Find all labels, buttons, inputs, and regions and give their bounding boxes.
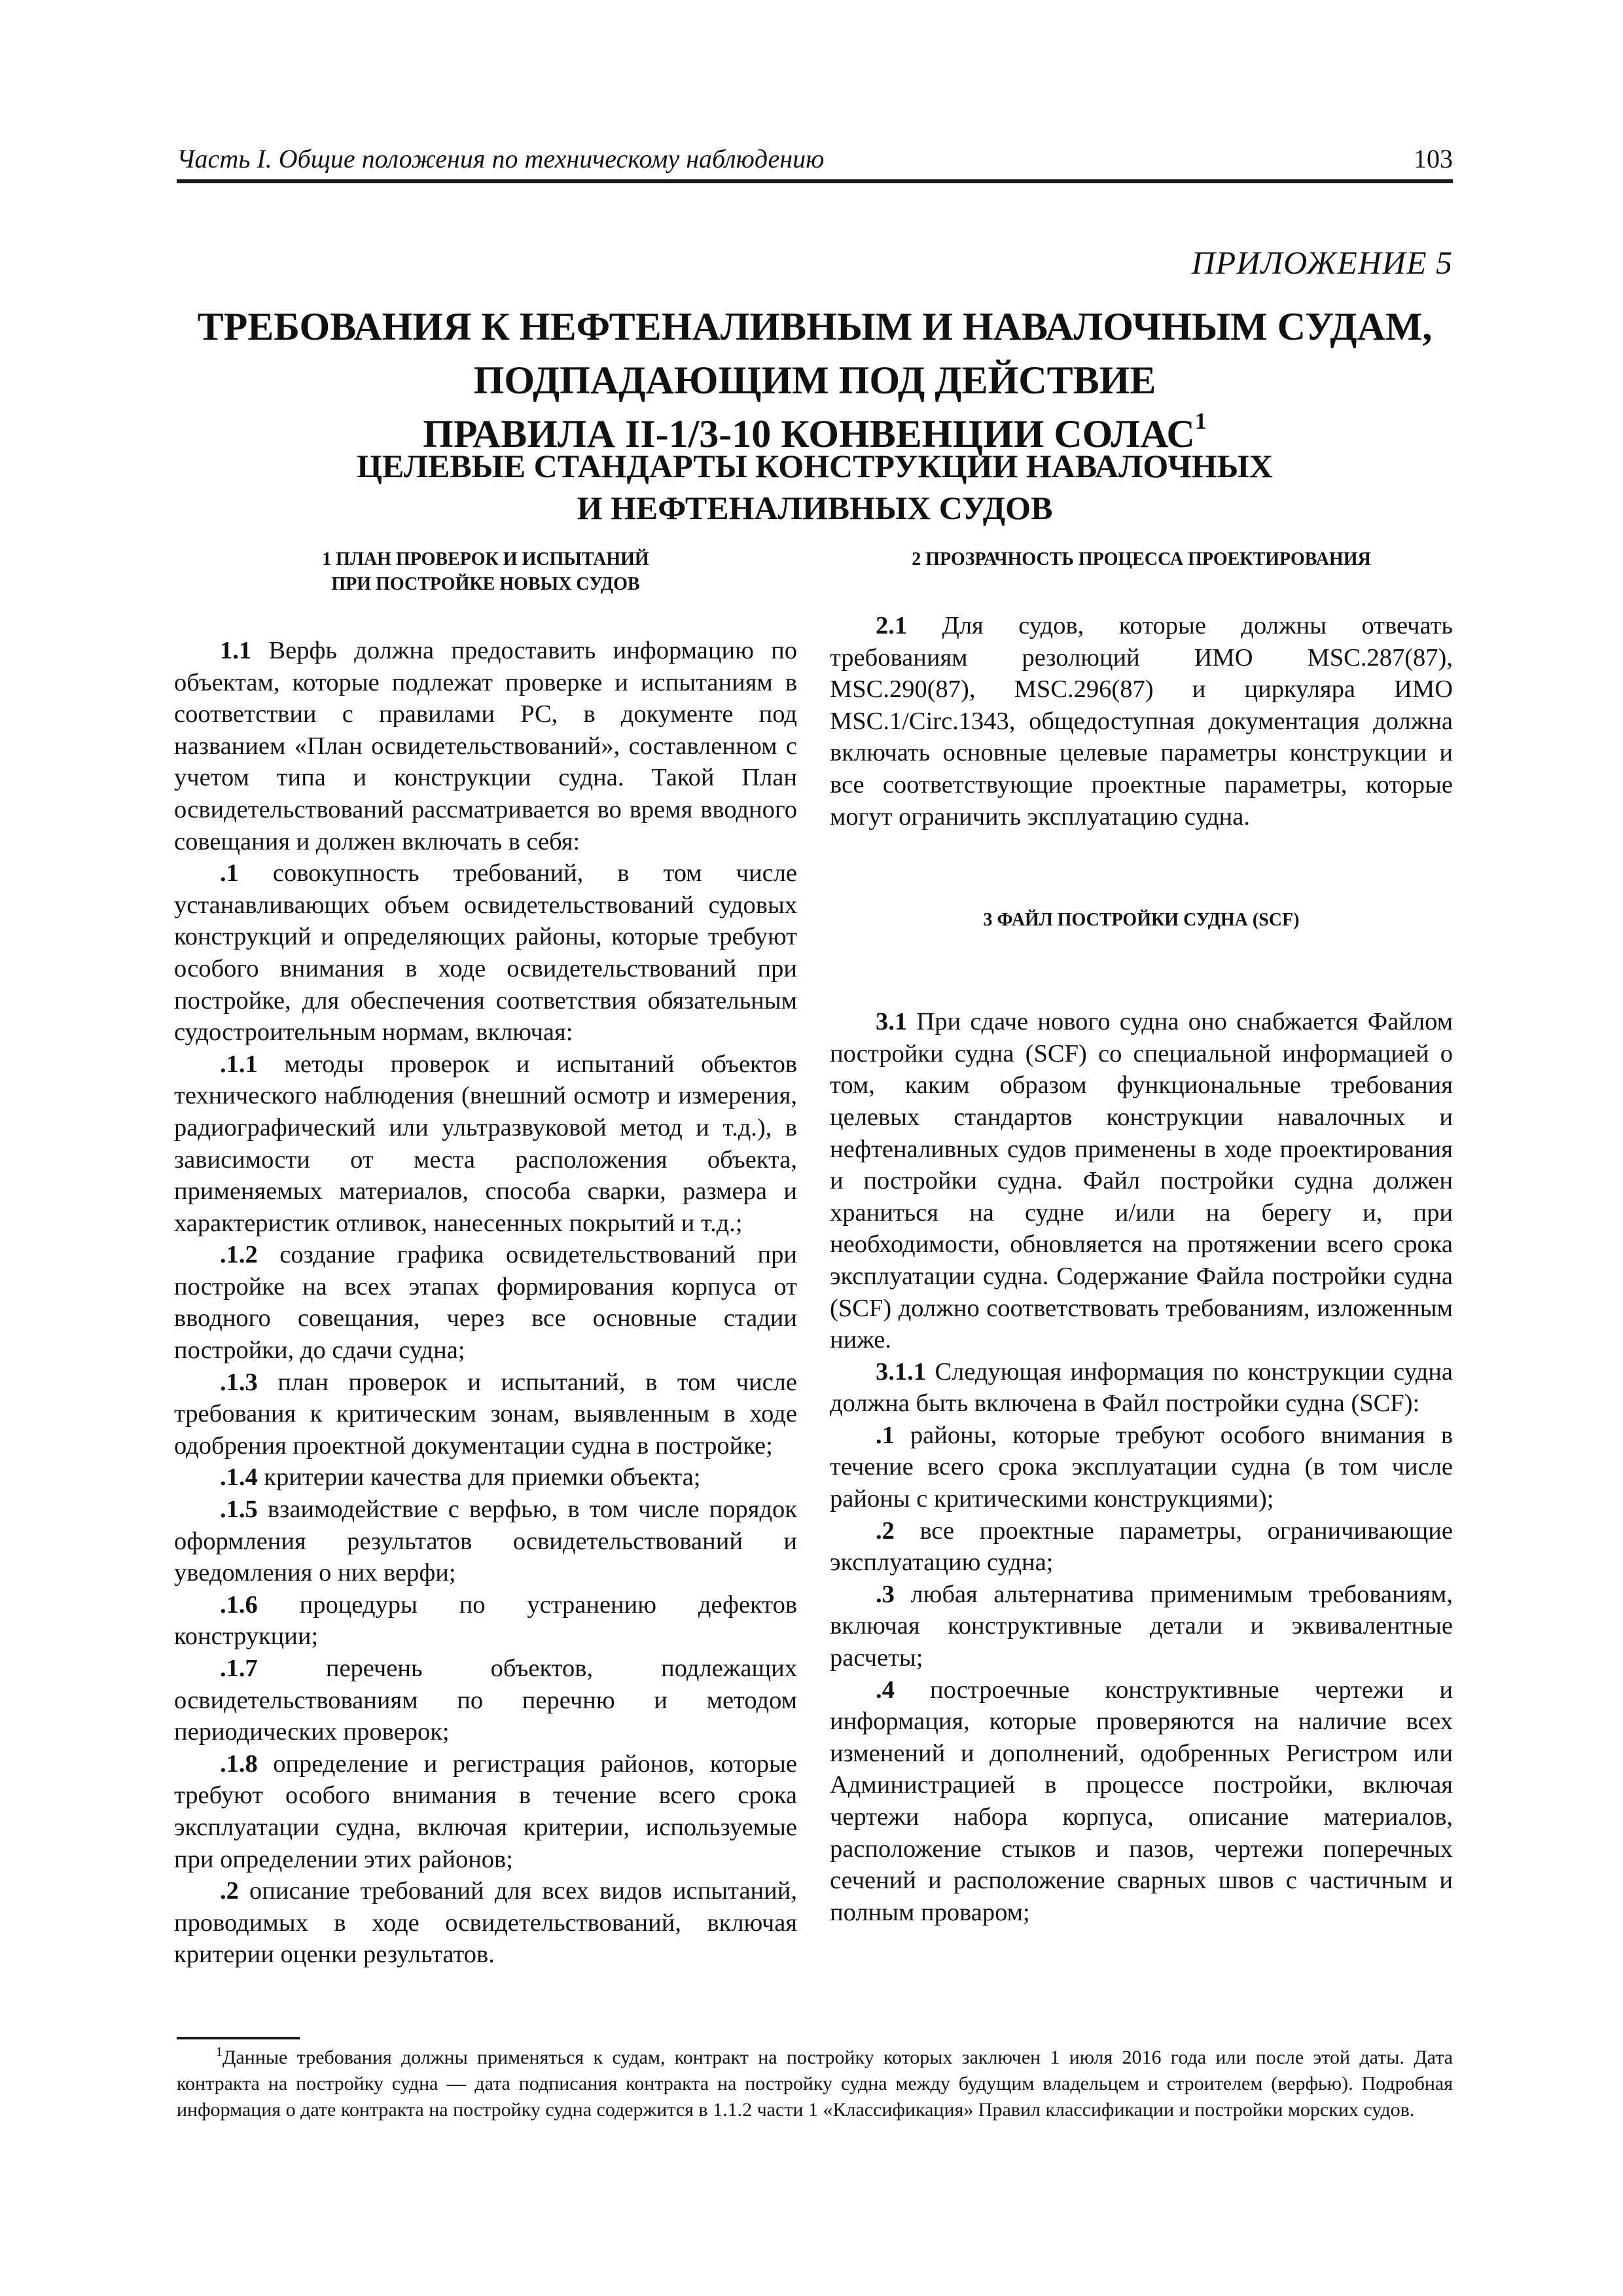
paragraph bbox=[830, 1579, 1453, 1674]
right-column bbox=[830, 547, 1453, 1928]
appendix-label: ПРИЛОЖЕНИЕ 5 bbox=[1191, 244, 1453, 281]
paragraph-text: план проверок и испытаний, в том числе требования к критическим зонам, выявленным в ходе одобрения проектной документации судна в постройке; bbox=[174, 1368, 797, 1460]
page-number: 103 bbox=[1414, 144, 1453, 173]
paragraph bbox=[830, 1674, 1453, 1929]
paragraph-text: Следующая информация по конструкции судна должна быть включена в Файл постройки судна (SCF): bbox=[830, 1357, 1453, 1418]
paragraph bbox=[174, 1494, 797, 1589]
paragraph bbox=[174, 1748, 797, 1875]
subtitle-line: И НЕФТЕНАЛИВНЫХ СУДОВ bbox=[577, 490, 1053, 526]
paragraph-text: процедуры по устранению дефектов конструкции; bbox=[174, 1590, 797, 1651]
title-line: ПОДПАДАЮЩИМ ПОД ДЕЙСТВИЕ bbox=[473, 359, 1156, 402]
paragraph bbox=[174, 857, 797, 1049]
clause-number: 3.1.1 bbox=[876, 1357, 926, 1386]
paragraph-text: создание графика освидетельствований при постройке на всех этапах формирования корпуса от вводного совещания, через все основные стадии постройки, до сдачи судна; bbox=[174, 1241, 797, 1365]
section-2-heading: 2 ПРОЗРАЧНОСТЬ ПРОЦЕССА ПРОЕКТИРОВАНИЯ bbox=[912, 549, 1371, 569]
paragraph bbox=[830, 1515, 1453, 1579]
clause-number: .1.5 bbox=[220, 1496, 258, 1524]
paragraph-text: методы проверок и испытаний объектов технического наблюдения (внешний осмотр и измерения, радиографический или ультразвуковой метод и т.д.), в зависимости от места расположения объекта, применяемых материалов, способа сварки, размера и характеристик отливок, нанесенных покрытий и т.д.; bbox=[174, 1050, 797, 1237]
clause-number: .1.6 bbox=[220, 1590, 258, 1619]
paragraph-text: районы, которые требуют особого внимания в течение всего срока эксплуатации судна (в том числе районы с критическими конструкциями); bbox=[830, 1421, 1453, 1513]
paragraph bbox=[174, 635, 797, 857]
clause-number: 1.1 bbox=[220, 637, 252, 664]
clause-number: .3 bbox=[876, 1580, 895, 1608]
left-column bbox=[174, 547, 797, 1971]
clause-number: .1 bbox=[220, 859, 239, 888]
paragraph bbox=[174, 1049, 797, 1240]
paragraph-text: Для судов, которые должны отвечать требованиям резолюций ИМО MSC.287(87), MSC.290(87), MSC.296(87) и циркуляра ИМО MSC.1/Circ.1343, общедоступная документация должна включать основные целевые параметры конструкции и все соответствующие проектные параметры, которые могут ограничить эксплуатацию судна. bbox=[830, 612, 1453, 831]
clause-number: .1.2 bbox=[220, 1241, 258, 1269]
paragraph bbox=[174, 1367, 797, 1462]
paragraph-text: совокупность требований, в том числе устанавливающих объем освидетельствований судовых конструкций и определяющих районы, которые требуют особого внимания в ходе освидетельствований при постройке, для обеспечения соответствия обязательным судостроительным нормам, включая: bbox=[174, 859, 797, 1047]
clause-number: .2 bbox=[876, 1516, 895, 1545]
title-line-text: ПРАВИЛА II-1/3-10 КОНВЕНЦИИ СОЛАС bbox=[423, 412, 1195, 456]
paragraph bbox=[830, 1006, 1453, 1356]
paragraph bbox=[830, 610, 1453, 833]
document-subtitle bbox=[177, 445, 1453, 529]
paragraph bbox=[174, 1589, 797, 1653]
footnote-divider bbox=[177, 2037, 300, 2039]
clause-number: .1 bbox=[876, 1421, 895, 1449]
paragraph-text: любая альтернатива применимым требованиям, включая конструктивные детали и эквивалентные расчеты; bbox=[830, 1580, 1453, 1672]
clause-number: .1.8 bbox=[220, 1749, 258, 1778]
section-1-heading bbox=[174, 547, 797, 597]
subtitle-line: ЦЕЛЕВЫЕ СТАНДАРТЫ КОНСТРУКЦИИ НАВАЛОЧНЫХ bbox=[357, 448, 1273, 484]
paragraph bbox=[174, 1653, 797, 1748]
title-line: ТРЕБОВАНИЯ К НЕФТЕНАЛИВНЫМ И НАВАЛОЧНЫМ СУДАМ, bbox=[197, 305, 1433, 348]
paragraph-text: все проектные параметры, ограничивающие эксплуатацию судна; bbox=[830, 1516, 1453, 1577]
paragraph bbox=[174, 1462, 797, 1494]
paragraph-text: критерии качества для приемки объекта; bbox=[257, 1463, 701, 1492]
paragraph bbox=[830, 1420, 1453, 1515]
clause-number: .1.3 bbox=[220, 1368, 258, 1396]
clause-number: .1.1 bbox=[220, 1050, 258, 1078]
clause-number: .4 bbox=[876, 1676, 895, 1704]
paragraph-text: При сдаче нового судна оно снабжается Файлом постройки судна (SCF) со специальной информацией о том, каким образом функциональные требования целевых стандартов конструкции навалочных и нефтеналивных судов применены в ходе проектирования и постройки судна. Файл постройки судна должен храниться на судне и/или на берегу и, при необходимости, обновляется на протяжении всего срока эксплуатации судна. Содержание Файла постройки судна (SCF) должно соответствовать требованиям, изложенным ниже. bbox=[830, 1008, 1453, 1354]
footnote-reference: 1 bbox=[1194, 408, 1207, 434]
footnote-text: Данные требования должны применяться к судам, контракт на постройку которых заключен 1 июля 2016 года или после этой даты. Дата контракта на постройку судна — дата подписания контракта на постройку судна между будущим владельцем и строителем (верфью). Подробная информация о дате контракта на постройку судна содержится в 1.1.2 части 1 «Классификация» Правил классификации и постройки морских судов. bbox=[177, 2047, 1453, 2121]
section-heading-line: 1 ПЛАН ПРОВЕРОК И ИСПЫТАНИЙ bbox=[322, 549, 649, 569]
paragraph bbox=[174, 1875, 797, 1971]
footnote bbox=[177, 2045, 1453, 2123]
clause-number: 3.1 bbox=[876, 1008, 908, 1036]
paragraph-text: построечные конструктивные чертежи и информация, которые проверяются на наличие всех изменений и дополнений, одобренных Регистром или Администрацией в процессе постройки, включая чертежи набора корпуса, описание материалов, расположение стыков и пазов, чертежи поперечных сечений и расположение сварных швов с частичным и полным проваром; bbox=[830, 1676, 1453, 1926]
paragraph-text: определение и регистрация районов, которые требуют особого внимания в течение всего срока эксплуатации судна, включая критерии, используемые при определении этих районов; bbox=[174, 1749, 797, 1873]
paragraph bbox=[174, 1239, 797, 1366]
paragraph-text: взаимодействие с верфью, в том числе порядок оформления результатов освидетельствований и уведомления о них верфи; bbox=[174, 1496, 797, 1587]
paragraph-text: описание требований для всех видов испытаний, проводимых в ходе освидетельствований, включая критерии оценки результатов. bbox=[174, 1877, 797, 1969]
paragraph bbox=[830, 1356, 1453, 1420]
clause-number: 2.1 bbox=[876, 612, 908, 639]
footnote-mark: 1 bbox=[216, 2045, 223, 2059]
clause-number: .1.4 bbox=[220, 1463, 258, 1492]
running-header bbox=[177, 143, 1453, 183]
running-header-title: Часть I. Общие положения по техническому наблюдению bbox=[177, 144, 825, 173]
section-3-heading: 3 ФАЙЛ ПОСТРОЙКИ СУДНА (SCF) bbox=[983, 910, 1300, 931]
paragraph-text: Верфь должна предоставить информацию по объектам, которые подлежат проверке и испытаниям в соответствии с правилами РС, в документе под названием «План освидетельствований», составленном с учетом типа и конструкции судна. Такой План освидетельствований рассматривается во время вводного совещания и должен включать в себя: bbox=[174, 637, 797, 855]
paragraph-text: перечень объектов, подлежащих освидетельствованиям по перечню и методом периодических проверок; bbox=[174, 1655, 797, 1746]
clause-number: .2 bbox=[220, 1877, 239, 1905]
clause-number: .1.7 bbox=[220, 1655, 258, 1682]
section-heading-line: ПРИ ПОСТРОЙКЕ НОВЫХ СУДОВ bbox=[331, 574, 640, 594]
document-title bbox=[177, 300, 1453, 461]
